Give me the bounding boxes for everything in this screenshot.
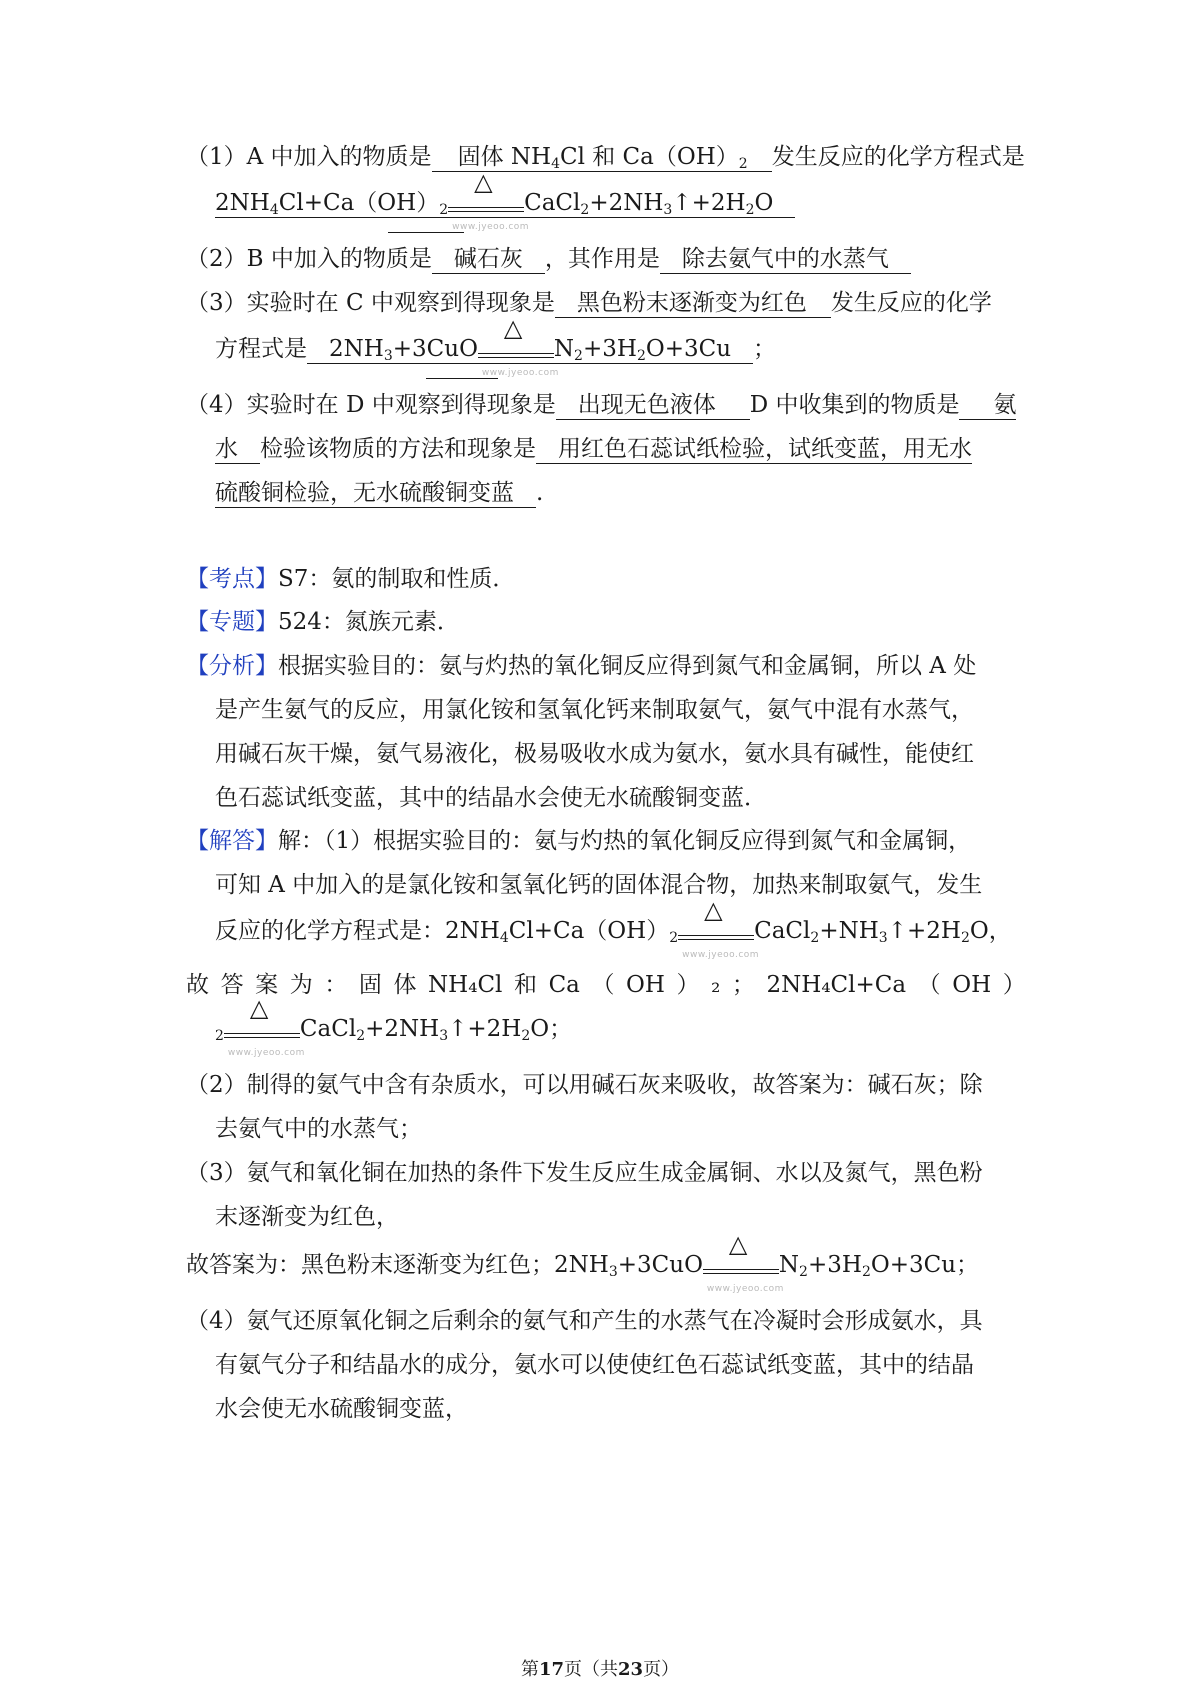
- answer-word: Ca: [548, 972, 580, 998]
- heat-triangle-icon: △: [704, 896, 723, 924]
- q4-line-3: [215, 478, 543, 508]
- jieda-answer-equation: $_2$ △ www.jyeoo.com $CaCl_2+2NH_3↑+2H_2O$；: [215, 1014, 572, 1044]
- heat-triangle-icon: △: [474, 168, 493, 196]
- kaodian-text: S7：氨的制取和性质．: [278, 566, 516, 592]
- answer-word: 为: [289, 972, 313, 998]
- zhuanti-tag: 【专题】: [186, 609, 278, 635]
- q3-end: ；: [753, 336, 777, 362]
- heat-triangle-icon: △: [503, 314, 523, 342]
- q4-answer-1: 出现无色液体: [556, 392, 750, 420]
- kaodian-line: [186, 564, 515, 594]
- jieda-answer-line: [186, 970, 1026, 1000]
- q2-answer-2: 除去氨气中的水蒸气: [660, 246, 911, 274]
- watermark: www.jyeoo.com: [227, 1048, 305, 1058]
- answer-word: 固: [358, 972, 382, 998]
- fenxi-line-3: 用碱石灰干燥，氨气易液化，极易吸收水成为氨水，氨水具有碱性，能使红: [215, 741, 974, 767]
- q2-prefix: （2）B 中加入的物质是: [186, 246, 432, 272]
- watermark: www.jyeoo.com: [706, 1284, 784, 1294]
- answer-word: ）: [1002, 972, 1026, 998]
- jieda-p2-line-1: （2）制得的氨气中含有杂质水，可以用碱石灰来吸收，故答案为：碱石灰；除: [186, 1072, 983, 1098]
- jieda-line-1: [186, 826, 971, 856]
- jieda-p4-line-1: （4）氨气还原氧化铜之后剩余的氨气和产生的水蒸气在冷凝时会形成氨水，具: [186, 1308, 983, 1334]
- answer-word: NH₄Cl: [428, 972, 503, 998]
- heat-reaction-arrow: [678, 896, 760, 960]
- jieda-p2-line-2: 去氨气中的水蒸气；: [215, 1116, 422, 1142]
- q2-line: [186, 244, 911, 274]
- q1-suffix: 发生反应的化学方程式是: [771, 144, 1025, 170]
- heat-triangle-icon: △: [728, 1230, 748, 1258]
- answer-word: 和: [513, 972, 537, 998]
- q4-line-2: [215, 434, 972, 464]
- answer-word: ）: [676, 972, 700, 998]
- q4-answer-2b: 水: [215, 436, 260, 464]
- answer-word: ：: [324, 972, 348, 998]
- answer-word: （: [591, 972, 615, 998]
- q3-suffix: 发生反应的化学: [830, 290, 992, 316]
- page-total: 23: [618, 1659, 644, 1680]
- equation-underline-stub: [388, 232, 464, 233]
- answer-word: OH: [626, 972, 665, 998]
- q4-line-1: [186, 390, 1016, 420]
- answer-word: ₂: [711, 972, 721, 998]
- q3-line-1: [186, 288, 992, 318]
- answer-word: OH: [952, 972, 992, 998]
- zhuanti-line: [186, 607, 460, 637]
- q1-equation: [215, 168, 795, 232]
- answer-word: （: [917, 972, 941, 998]
- kaodian-tag: 【考点】: [186, 566, 278, 592]
- watermark: www.jyeoo.com: [452, 222, 530, 232]
- zhuanti-text: 524：氮族元素．: [278, 609, 460, 635]
- q2-mid: ，其作用是: [544, 246, 660, 272]
- jieda-line-2: 可知 A 中加入的是氯化铵和氢氧化钙的固体混合物，加热来制取氨气，发生: [215, 872, 983, 898]
- jieda-p3-line-1: （3）氨气和氧化铜在加热的条件下发生反应生成金属铜、水以及氮气，黑色粉: [186, 1160, 983, 1186]
- q4-answer-3b: 硫酸铜检验，无水硫酸铜变蓝: [215, 480, 536, 508]
- jieda-text-1: 解：（1）根据实验目的：氨与灼热的氧化铜反应得到氮气和金属铜，: [278, 828, 972, 854]
- q3-prefix: （3）实验时在 C 中观察到得现象是: [186, 290, 555, 316]
- answer-word: 体: [393, 972, 417, 998]
- q3-line-2: [215, 314, 777, 378]
- answer-word: 案: [255, 972, 279, 998]
- heat-reaction-arrow: [478, 314, 559, 378]
- answer-word: 故: [186, 972, 209, 998]
- heat-reaction-arrow: [703, 1230, 784, 1294]
- q1-line-1: [186, 142, 1025, 172]
- q3-answer-phenomenon: 黑色粉末逐渐变为红色: [555, 290, 831, 318]
- jieda-line-3: 反应的化学方程式是：$2NH_4Cl+Ca(OH)_2$ △ www.jyeoo.com $CaCl_2+NH_3↑+2H_2O$，: [215, 916, 1012, 946]
- heat-reaction-arrow: [224, 994, 305, 1058]
- heat-triangle-icon: △: [249, 994, 269, 1022]
- q1-answer-equation: $2NH_4Cl+Ca(OH)_2$ △ www.jyeoo.com $CaCl_2+2NH_3↑+2H_2O$: [215, 190, 795, 218]
- q2-answer-1: 碱石灰: [432, 246, 545, 274]
- jieda-p4-line-2: 有氨气分子和结晶水的成分，氨水可以使使红色石蕊试纸变蓝，其中的结晶: [215, 1352, 974, 1378]
- q3-answer-equation: $2NH_3+3CuO$ △ www.jyeoo.com $N_2+3H_2O+3Cu$: [307, 336, 753, 364]
- watermark: www.jyeoo.com: [481, 368, 559, 378]
- answer-word: 2NH₄Cl+Ca: [766, 972, 907, 998]
- page-footer: 第17页（共23页）: [520, 1659, 680, 1680]
- jieda-answer-words: [186, 970, 1026, 1000]
- q3-line2-prefix: 方程式是: [215, 336, 307, 362]
- q4-answer-3a: 用红色石蕊试纸检验，试纸变蓝，用无水: [536, 436, 972, 464]
- q4-mid: D 中收集到的物质是: [749, 392, 960, 418]
- fenxi-line-2: 是产生氨气的反应，用氯化铵和氢氧化钙来制取氨气，氨气中混有水蒸气，: [215, 697, 974, 723]
- jieda-p3-line-2: 末逐渐变为红色，: [215, 1204, 399, 1230]
- q4-prefix: （4）实验时在 D 中观察到得现象是: [186, 392, 556, 418]
- page-number: 17: [538, 1659, 564, 1680]
- q1-answer-substance: 固体 $NH_4Cl$ 和 $Ca(OH)_2$: [432, 144, 772, 172]
- fenxi-line-4: 色石蕊试纸变蓝，其中的结晶水会使无水硫酸铜变蓝．: [215, 785, 767, 811]
- watermark: www.jyeoo.com: [682, 950, 760, 960]
- jieda-tag: 【解答】: [186, 828, 278, 854]
- jieda-p4-line-3: 水会使无水硫酸铜变蓝，: [215, 1396, 468, 1422]
- q4-answer-2a: 氨: [959, 392, 1016, 420]
- answer-word: ；: [731, 972, 755, 998]
- equation-underline-stub: [426, 378, 498, 379]
- fenxi-line-1: [186, 651, 976, 681]
- jieda-p3-line-3: 故答案为：黑色粉末逐渐变为红色；$2NH_3+3CuO$ △ www.jyeoo.com $N_2+3H_2O+3Cu$；: [186, 1250, 979, 1280]
- answer-word: 答: [220, 972, 244, 998]
- fenxi-tag: 【分析】: [186, 653, 278, 679]
- fenxi-text-1: 根据实验目的：氨与灼热的氧化铜反应得到氮气和金属铜，所以 A 处: [278, 653, 977, 679]
- q4-end: .: [536, 480, 544, 506]
- q1-prefix: （1）A 中加入的物质是: [186, 144, 432, 170]
- heat-reaction-arrow: [448, 168, 530, 232]
- q4-mid2: 检验该物质的方法和现象是: [260, 436, 536, 462]
